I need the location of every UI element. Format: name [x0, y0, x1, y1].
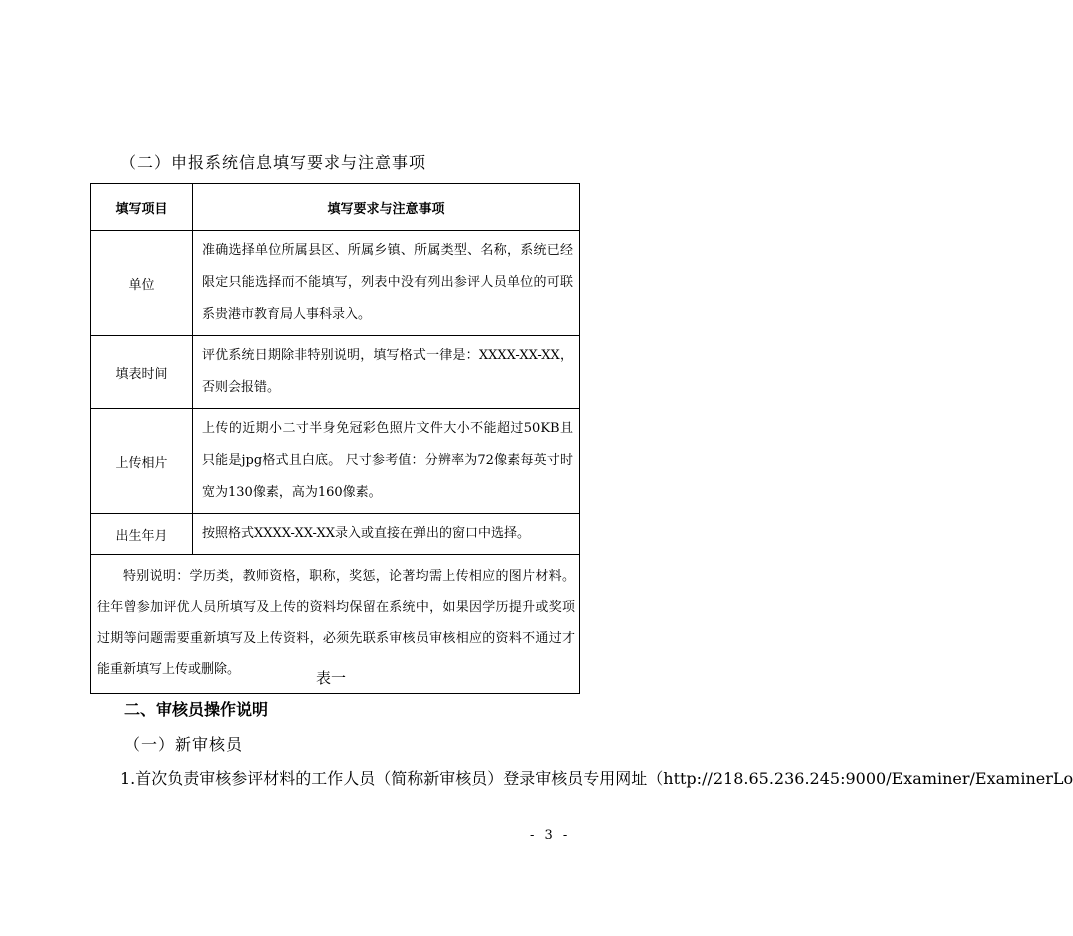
row-requirement: 按照格式XXXX-XX-XX录入或直接在弹出的窗口中选择。: [193, 514, 580, 555]
section-heading: （二）申报系统信息填写要求与注意事项: [120, 153, 427, 172]
table-row: [91, 231, 580, 336]
page-number: - 3 -: [530, 828, 571, 843]
section-title: 二、审核员操作说明: [124, 700, 269, 719]
requirements-table: [90, 183, 580, 694]
header-item: 填写项目: [91, 184, 193, 231]
row-item: 上传相片: [91, 409, 193, 514]
table-caption: 表一: [315, 669, 346, 687]
special-note: 特别说明：学历类，教师资格，职称，奖惩，论著均需上传相应的图片材料。往年曾参加评优人员所填写及上传的资料均保留在系统中，如果因学历提升或奖项过期等问题需要重新填写及上传资料，必须先联系审核员审核相应的资料不通过才能重新填写上传或删除。: [91, 555, 580, 694]
table-row: [91, 514, 580, 555]
row-item: 单位: [91, 231, 193, 336]
table-row: [91, 409, 580, 514]
row-requirement: 准确选择单位所属县区、所属乡镇、所属类型、名称，系统已经限定只能选择而不能填写，列表中没有列出参评人员单位的可联系贵港市教育局人事科录入。: [193, 231, 580, 336]
row-requirement: 上传的近期小二寸半身免冠彩色照片文件大小不能超过50KB且只能是jpg格式且白底。 尺寸参考值：分辨率为72像素每英寸时宽为130像素，高为160像素。: [193, 409, 580, 514]
table-header-row: [91, 184, 580, 231]
row-item: 填表时间: [91, 336, 193, 409]
table-row: [91, 336, 580, 409]
body-paragraph: 1.首次负责审核参评材料的工作人员（简称新审核员）登录审核员专用网址（http://218.65.236.245:9000/Examiner/ExaminerLo: [120, 769, 1073, 788]
subsection-title: （一）新审核员: [124, 735, 244, 754]
row-requirement: 评优系统日期除非特别说明，填写格式一律是：XXXX-XX-XX，否则会报错。: [193, 336, 580, 409]
header-requirement: 填写要求与注意事项: [193, 184, 580, 231]
row-item: 出生年月: [91, 514, 193, 555]
